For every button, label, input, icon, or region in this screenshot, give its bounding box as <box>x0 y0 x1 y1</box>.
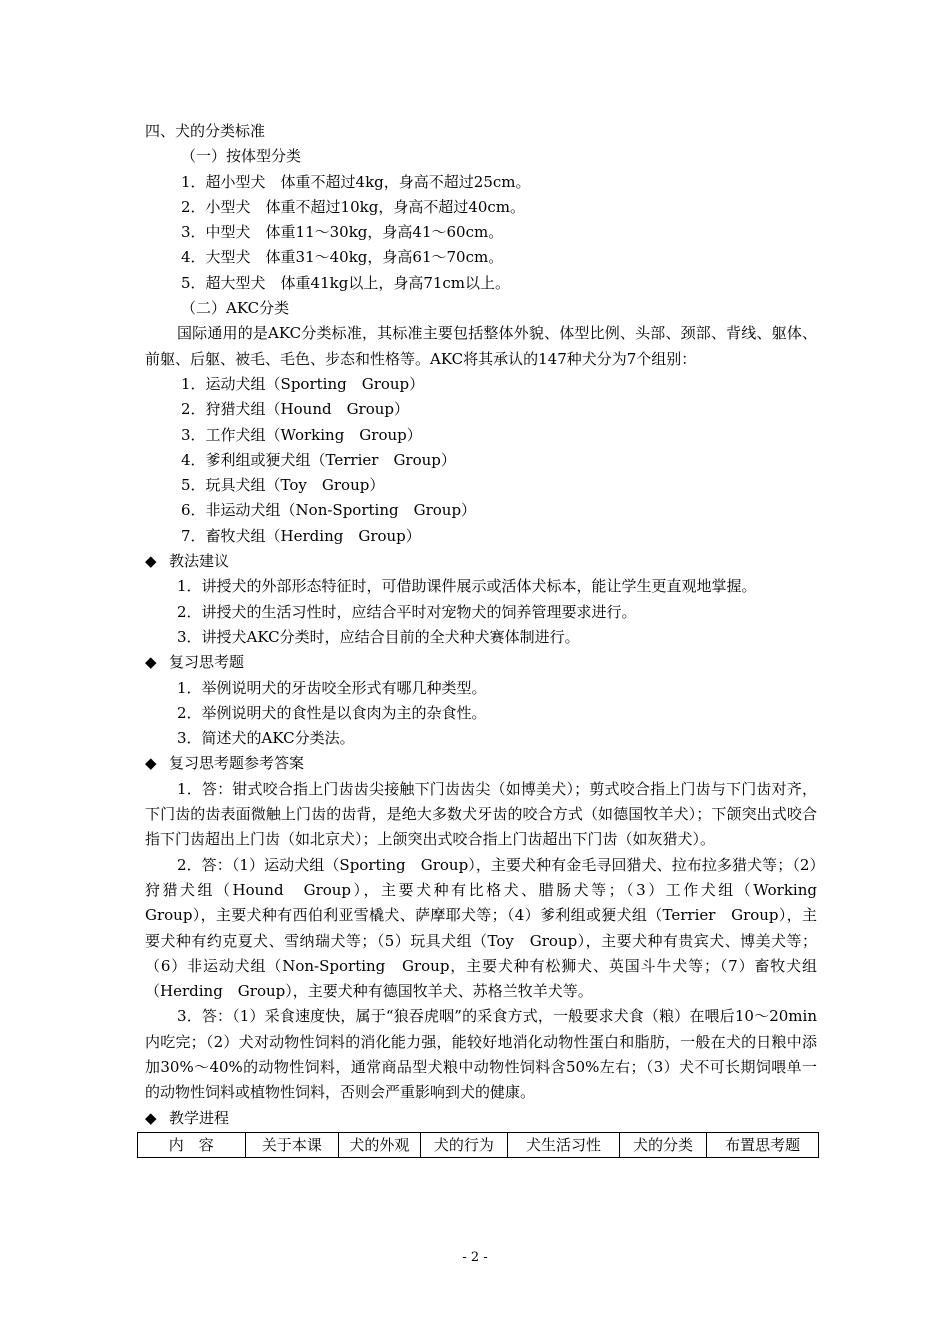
table-header-cell: 犬的行为 <box>420 1132 508 1157</box>
answer-paragraph: 2．答：（1）运动犬组（Sporting Group），主要犬种有金毛寻回猎犬、拉布拉多猎犬等；（2）狩猎犬组（Hound Group），主要犬种有比格犬、腊肠犬等；（3）工作犬组（Working Group），主要犬种有西伯利亚雪橇犬、萨摩耶犬等；（4）爹利组或㹴犬组（Terrier Group），主要犬种有约克夏犬、雪纳瑞犬等；（5）玩具犬组（Toy Group），主要犬种有贵宾犬、博美犬等；（6）非运动犬组（Non-Sporting Group，主要犬种有松狮犬、英国斗牛犬等；（7）畜牧犬组（Herding Group），主要犬种有德国牧羊犬、苏格兰牧羊犬等。 <box>145 855 833 1001</box>
diamond-bullet-icon: ◆ <box>145 653 157 672</box>
table-header-cell: 关于本课 <box>245 1132 339 1157</box>
teaching-item: 2．讲授犬的生活习性时，应结合平时对宠物犬的饲养管理要求进行。 <box>177 602 637 621</box>
table-header-cell: 内 容 <box>138 1132 246 1157</box>
subsection-heading-akc: （二）AKC分类 <box>181 299 290 318</box>
table-row <box>138 1132 819 1157</box>
akc-group-item: 2．狩猎犬组（Hound Group） <box>181 400 410 419</box>
answers-heading-text: 复习思考题参考答案 <box>169 754 305 773</box>
diamond-bullet-icon: ◆ <box>145 552 157 571</box>
teaching-progress-table <box>137 1132 819 1158</box>
table-header-cell: 犬生活习性 <box>508 1132 620 1157</box>
review-heading-text: 复习思考题 <box>169 653 245 672</box>
table-header-cell: 布置思考题 <box>707 1132 819 1157</box>
body-type-item: 2．小型犬 体重不超过10kg，身高不超过40cm。 <box>181 197 526 216</box>
review-heading <box>145 650 817 675</box>
teaching-item: 1．讲授犬的外部形态特征时，可借助课件展示或活体犬标本，能让学生更直观地掌握。 <box>177 577 757 596</box>
diamond-bullet-icon: ◆ <box>145 1108 157 1127</box>
table-header-cell: 犬的分类 <box>619 1132 707 1157</box>
subsection-heading-body-type: （一）按体型分类 <box>181 147 302 166</box>
answer-paragraph: 1．答：钳式咬合指上门齿齿尖接触下门齿齿尖（如博美犬）；剪式咬合指上门齿与下门齿对齐，下门齿的齿表面微触上门齿的齿背，是绝大多数犬牙齿的咬合方式（如德国牧羊犬）；下颌突出式咬合指下门齿超出上门齿（如北京犬）；上颌突出式咬合指上门齿超出下门齿（如灰猎犬）。 <box>145 779 817 849</box>
teaching-heading-text: 教法建议 <box>169 552 230 571</box>
page-number: - 2 - <box>462 1250 488 1265</box>
akc-group-item: 4．爹利组或㹴犬组（Terrier Group） <box>181 450 456 469</box>
review-item: 3．简述犬的AKC分类法。 <box>177 729 355 748</box>
progress-heading <box>145 1106 817 1131</box>
teaching-heading <box>145 549 817 574</box>
diamond-bullet-icon: ◆ <box>145 754 157 773</box>
teaching-item: 3．讲授犬AKC分类时，应结合目前的全犬种犬赛体制进行。 <box>177 627 580 646</box>
akc-group-item: 3．工作犬组（Working Group） <box>181 425 422 444</box>
review-item: 1．举例说明犬的牙齿咬全形式有哪几种类型。 <box>177 678 487 697</box>
akc-group-item: 5．玩具犬组（Toy Group） <box>181 476 385 495</box>
answer-paragraph: 3．答：（1）采食速度快，属于“狼吞虎咽”的采食方式，一般要求犬食（粮）在喂后10～20min内吃完；（2）犬对动物性饲料的消化能力强，能较好地消化动物性蛋白和脂肪，一般在犬的日粮中添加30%～40%的动物性饲料，通常商品型犬粮中动物性饲料含50%左右；（3）犬不可长期饲喂单一的动物性饲料或植物性饲料，否则会严重影响到犬的健康。 <box>145 1007 817 1102</box>
section-heading: 四、犬的分类标准 <box>145 122 266 140</box>
akc-intro-paragraph: 国际通用的是AKC分类标准，其标准主要包括整体外貌、体型比例、头部、颈部、背线、躯体、前躯、后躯、被毛、毛色、步态和性格等。AKC将其承认的147种犬分为7个组别： <box>145 324 817 368</box>
progress-heading-text: 教学进程 <box>169 1108 230 1127</box>
table-header-cell: 犬的外观 <box>339 1132 420 1157</box>
akc-group-item: 1．运动犬组（Sporting Group） <box>181 374 425 393</box>
akc-group-item: 6．非运动犬组（Non-Sporting Group） <box>181 501 477 520</box>
body-type-item: 4．大型犬 体重31～40kg，身高61～70cm。 <box>181 248 504 267</box>
body-type-item: 5．超大型犬 体重41kg以上，身高71cm以上。 <box>181 273 511 292</box>
review-item: 2．举例说明犬的食性是以食肉为主的杂食性。 <box>177 703 487 722</box>
page-content <box>145 119 833 1158</box>
akc-group-item: 7．畜牧犬组（Herding Group） <box>181 526 421 545</box>
body-type-item: 3．中型犬 体重11～30kg，身高41～60cm。 <box>181 223 504 242</box>
answers-heading <box>145 751 817 776</box>
body-type-item: 1．超小型犬 体重不超过4kg，身高不超过25cm。 <box>181 172 531 191</box>
